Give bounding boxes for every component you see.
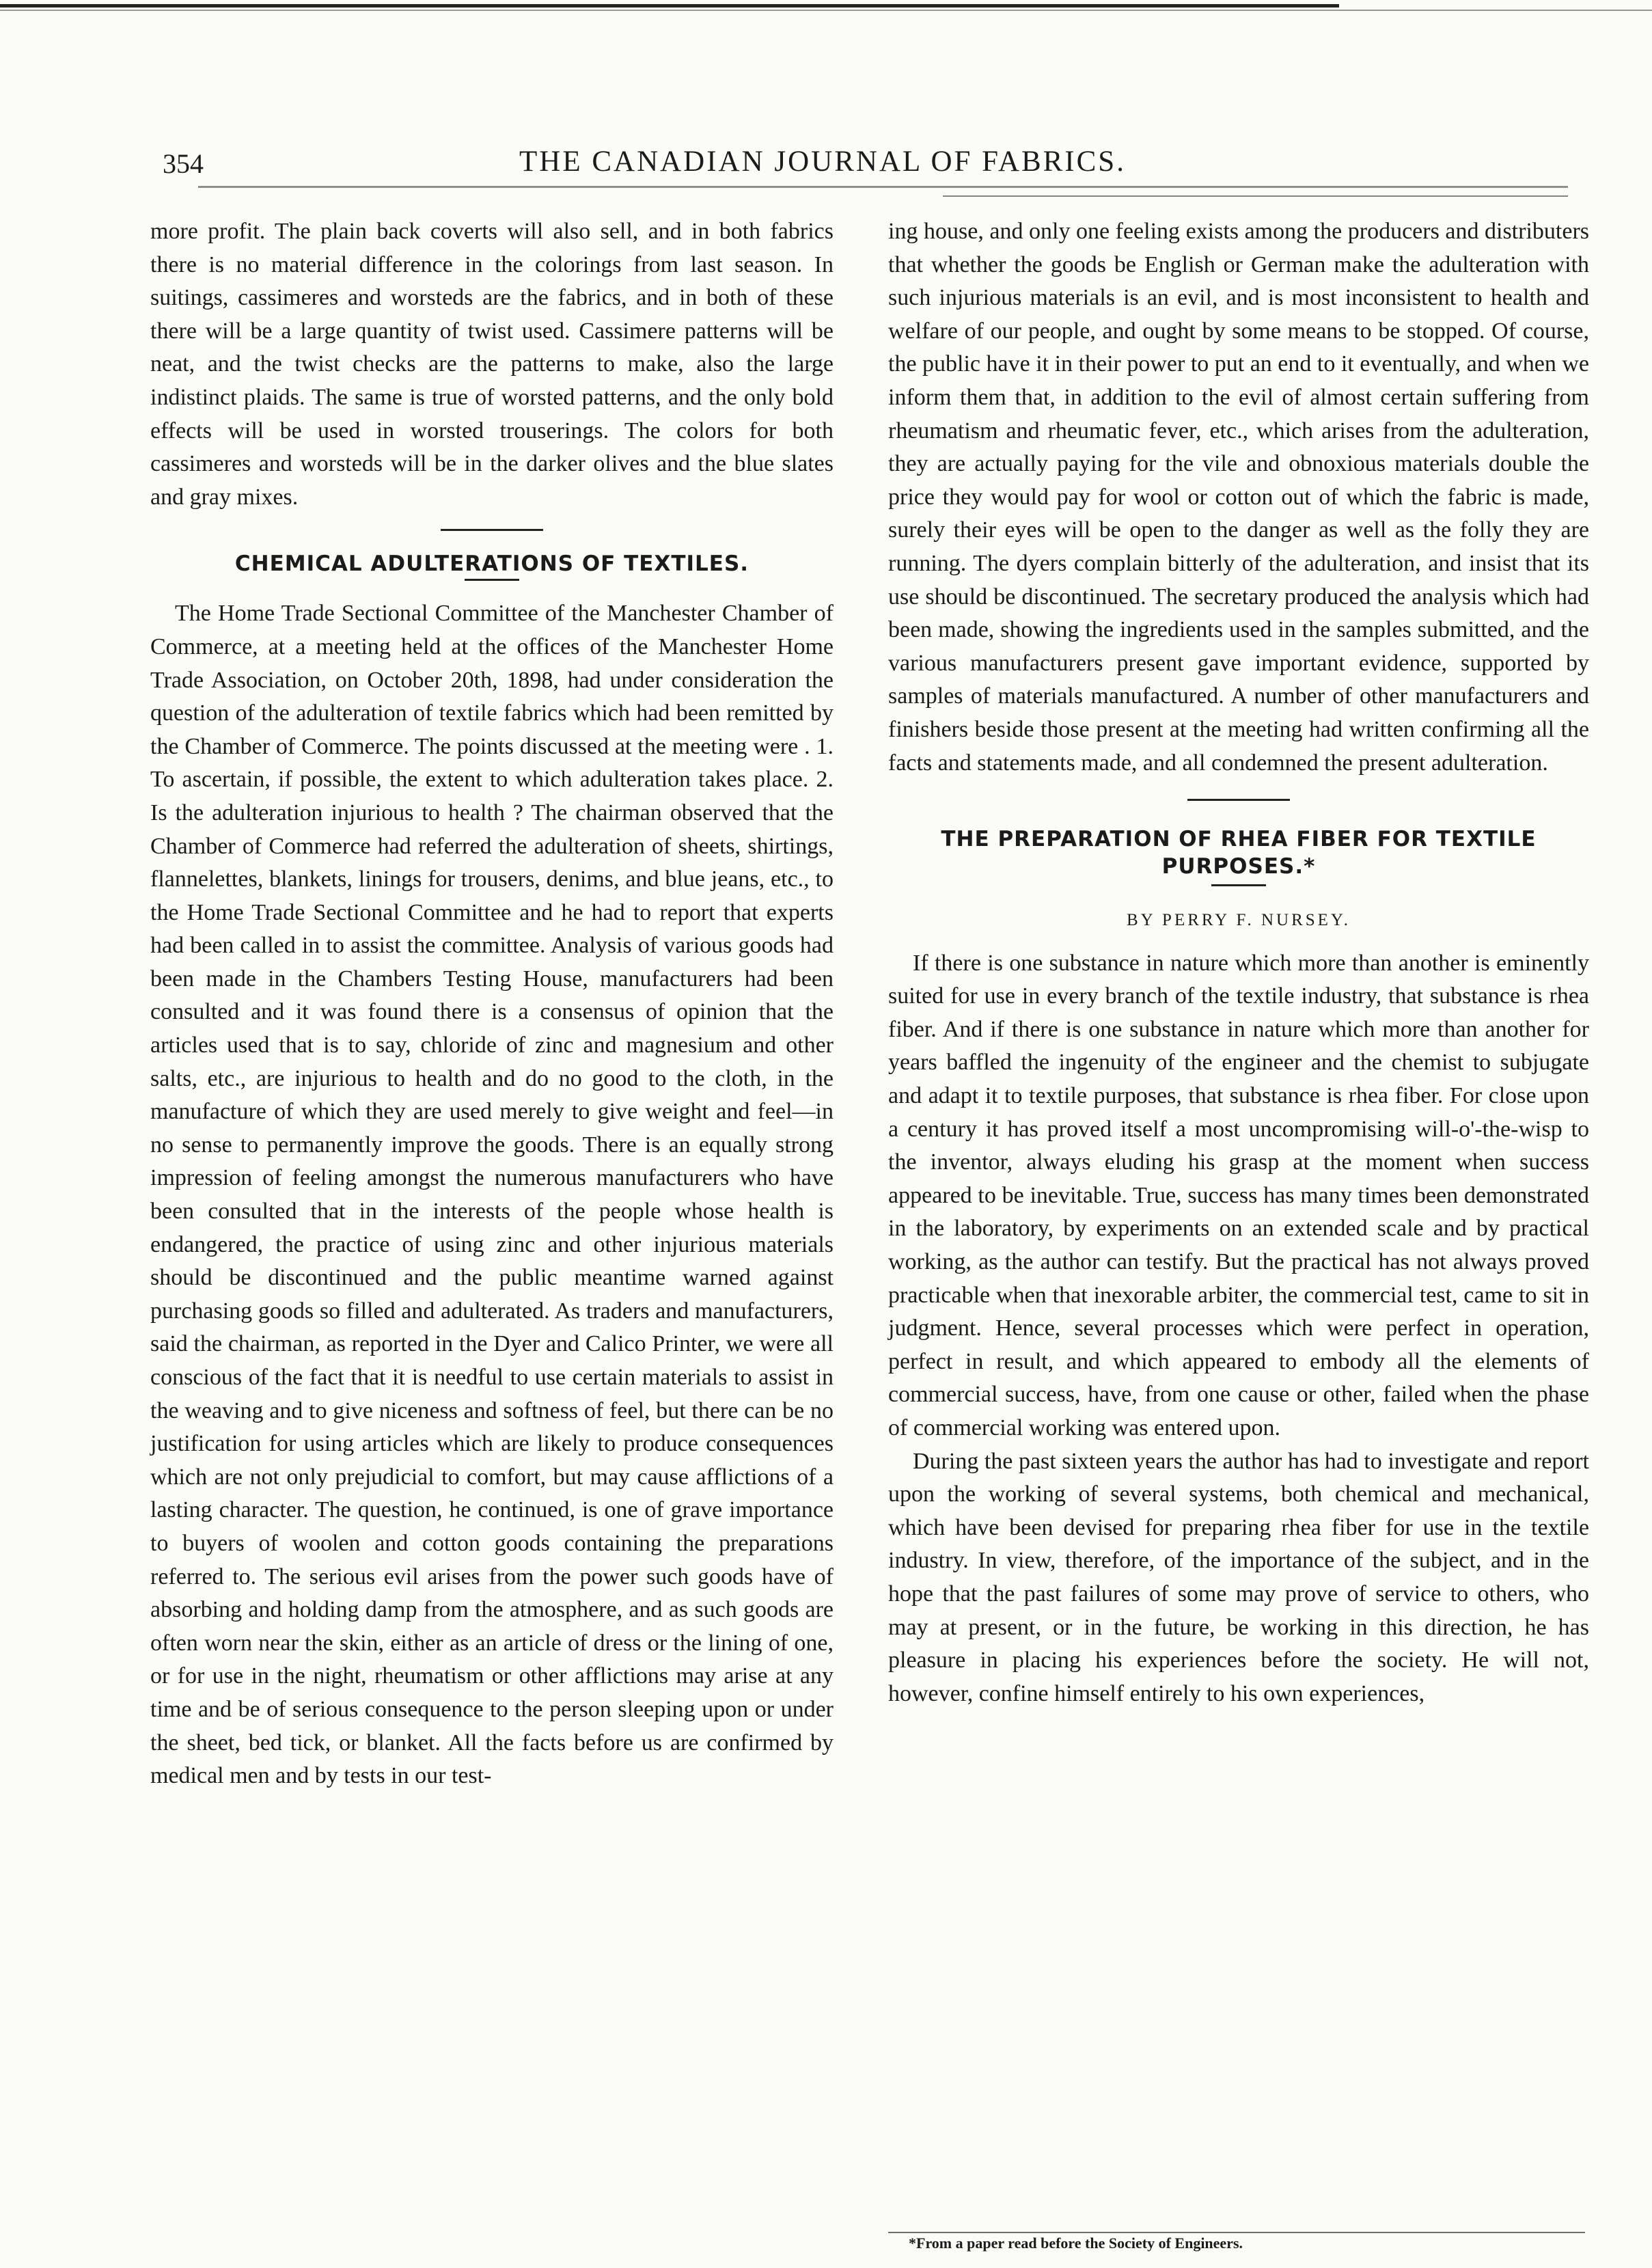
- header-rule-secondary: [943, 195, 1568, 197]
- continued-paragraph: more profit. The plain back coverts will also sell, and in both fabrics there is no material difference in the colorings from last season. In suitings, cassimeres and worsteds are the fabrics, and in both of these there will be a large quantity of twist used. Cassimere patterns will be neat, and the twist checks are the patterns to make, also the large indistinct plaids. The same is true of worsted patterns, and the only bold effects will be used in worsted trouserings. The colors for both cassimeres and worsteds will be in the darker olives and the blue slates and gray mixes.: [150, 219, 834, 510]
- page-number: 354: [163, 148, 204, 179]
- running-head: THE CANADIAN JOURNAL OF FABRICS.: [519, 146, 1126, 178]
- article-byline: BY PERRY F. NURSEY.: [1126, 911, 1351, 930]
- title-divider: [465, 579, 519, 581]
- article-paragraph: If there is one substance in nature which more than another is eminently suited for use in every branch of the textile industry, that substance is rhea fiber. And if there is one substance in nature which more than another for years baffled the ingenuity of the engineer and the chemist to subjugate and adapt it to textile purposes, that substance is rhea fiber. For close upon a century it has proved itself a most uncompromising will-o'-the-wisp to the inventor, always eluding his grasp at the moment when success appeared to be inevitable. True, success has many times been demonstrated in the laboratory, by experiments on an extended scale and by practical working, as the author can testify. But the practical has not always proved practicable when that inexorable arbiter, the commercial test, came to sit in judgment. Hence, several processes which were perfect in operation, perfect in result, and which appeared to embody all the elements of commercial success, have, from one cause or other, failed when the phase of commercial working was entered upon.: [888, 950, 1589, 1440]
- article-title-rhea-fiber: THE PREPARATION OF RHEA FIBER FOR TEXTILE PURPOSES.*: [941, 827, 1537, 879]
- right-column: [888, 215, 1589, 1710]
- title-divider: [1211, 884, 1266, 886]
- continued-paragraph: ing house, and only one feeling exists among the producers and distributers that whether the goods be English or German make the adulteration with such injurious materials is an evil, and is most inconsistent to health and welfare of our people, and ought by some means to be stopped. Of course, the public have it in their power to put an end to it eventually, and when we inform them that, in addition to the evil of almost certain suffering from rheumatism and rheumatic fever, etc., which arises from the adulteration, they are actually paying for the vile and obnoxious materials double the price they would pay for wool or cotton out of which the fabric is made, surely their eyes will be open to the danger as well as the folly they are running. The dyers complain bitterly of the adulteration, and insist that its use should be discontinued. The secretary produced the analysis which had been made, showing the ingredients used in the samples submitted, and the various manufacturers present gave important evidence, supported by samples of materials manufactured. A number of other manufacturers and finishers beside those present at the meeting had written confirming all the facts and statements made, and all condemned the present adulteration.: [888, 219, 1590, 776]
- section-divider: [1187, 799, 1290, 801]
- article-paragraph: During the past sixteen years the author has had to investigate and report upon the working of several systems, both chemical and mechanical, which have been devised for preparing rhea fiber for use in the textile industry. In view, therefore, of the importance of the subject, and in the hope that the past failures of some may prove of service to others, who may at present, or in the future, be working in this direction, he has pleasure in placing his experiences before the society. He will not, however, confine himself entirely to his own experiences,: [888, 1448, 1589, 1706]
- top-border-rule: [0, 4, 1339, 8]
- footnote-rule: [888, 2232, 1585, 2233]
- article-paragraph: The Home Trade Sectional Committee of the Manchester Chamber of Commerce, at a meeting held at the offices of the Manchester Home Trade Association, on October 20th, 1898, had under consideration the question of the adulteration of textile fabrics which had been remitted by the Chamber of Commerce. The points discussed at the meeting were . 1. To ascertain, if possible, the extent to which adulteration takes place. 2. Is the adulteration injurious to health ? The chairman observed that the Chamber of Commerce had referred the adulteration of sheets, shirtings, flannelettes, blankets, linings for trousers, denims, and blue jeans, etc., to the Home Trade Sectional Committee and he had to report that experts had been called in to assist the committee. Analysis of various goods had been made in the Chambers Testing House, manufacturers had been consulted and it was found there is a consensus of opinion that the articles used that is to say, chloride of zinc and magnesium and other salts, etc., are injurious to health and do no good to the cloth, in the manufacture of which they are used merely to give weight and feel—in no sense to permanently improve the goods. There is an equally strong impression of feeling amongst the numerous manufacturers who have been consulted that in the interests of the people whose health is endangered, the practice of using zinc and other injurious materials should be discontinued and the public meantime warned against purchasing goods so filled and adulterated. As traders and manufacturers, said the chairman, as reported in the Dyer and Calico Printer, we were all conscious of the fact that it is needful to use certain materials to assist in the weaving and to give niceness and softness of feel, but there can be no justification for using articles which are likely to produce consequences which are not only prejudicial to comfort, but may cause afflictions of a lasting character. The question, he continued, is one of grave importance to buyers of woolen and cotton goods containing the preparations referred to. The serious evil arises from the power such goods have of absorbing and holding damp from the atmosphere, and as such goods are often worn near the skin, either as an article of dress or the lining of one, or for use in the night, rheumatism or other afflictions may arise at any time and be of serious consequence to the person sleeping upon or under the sheet, bed tick, or blanket. All the facts before us are confirmed by medical men and by tests in our test-: [150, 601, 834, 1789]
- article-title-chemical-adulterations: CHEMICAL ADULTERATIONS OF TEXTILES.: [234, 551, 749, 577]
- footnote: *From a paper read before the Society of Engineers.: [909, 2235, 1243, 2252]
- header-rule: [198, 186, 1568, 188]
- left-column: [150, 215, 834, 1793]
- top-border-rule-thin: [0, 10, 1652, 11]
- section-divider: [441, 529, 543, 531]
